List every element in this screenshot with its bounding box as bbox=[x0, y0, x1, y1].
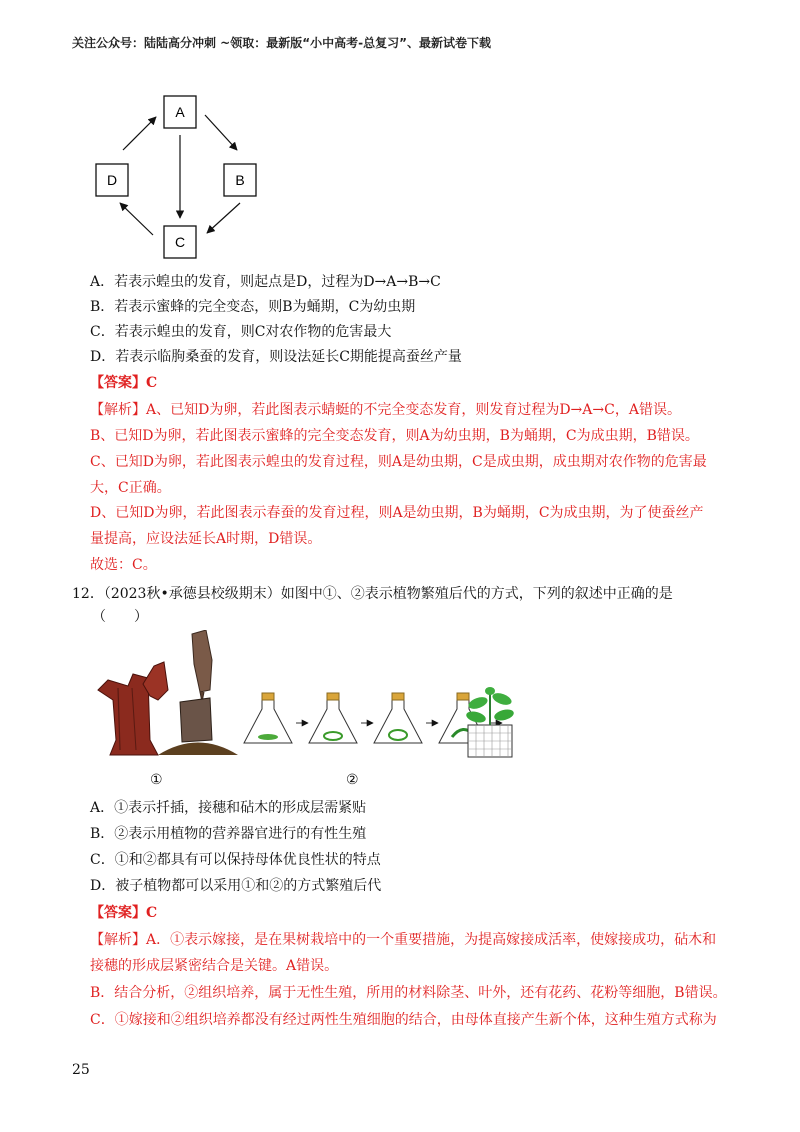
flask bbox=[374, 693, 422, 743]
arrow-c-to-d bbox=[120, 203, 153, 235]
figure-label-1: ① bbox=[150, 772, 163, 788]
q12-blank: （ ） bbox=[92, 609, 148, 625]
q11-option-b: B．若表示蜜蜂的完全变态，则B为蛹期，C为幼虫期 bbox=[90, 299, 416, 315]
q11-analysis-line: 量提高，应设法延长A时期，D错误。 bbox=[90, 531, 322, 547]
arrow-b-to-c bbox=[207, 203, 240, 233]
arrow-a-to-b bbox=[205, 115, 237, 150]
q12-analysis-line: C．①嫁接和②组织培养都没有经过两性生殖细胞的结合，由母体直接产生新个体，这种生殖方式称为 bbox=[90, 1012, 717, 1028]
q12-option-a: A．①表示扦插，接穗和砧木的形成层需紧贴 bbox=[90, 800, 367, 816]
q12-analysis-line: 接穗的形成层紧密结合是关键。A错误。 bbox=[90, 958, 339, 974]
page-number: 25 bbox=[72, 1062, 90, 1078]
q11-conclusion: 故选：C。 bbox=[90, 557, 157, 573]
node-c-label: C bbox=[174, 234, 186, 250]
node-b-label: B bbox=[235, 172, 245, 188]
node-b bbox=[224, 164, 256, 196]
q11-analysis-line: B、已知D为卵，若此图表示蜜蜂的完全变态发育，则A为幼虫期，B为蛹期，C为成虫期，B错误。 bbox=[90, 428, 699, 444]
q11-analysis-line: C、已知D为卵，若此图表示蝗虫的发育过程，则A是幼虫期，C是成虫期，成虫期对农作物的危害最 bbox=[90, 454, 707, 470]
node-c bbox=[164, 226, 196, 258]
q12-stem: 12．（2023秋•承德县校级期末）如图中①、②表示植物繁殖后代的方式，下列的叙述中正确的是 bbox=[72, 586, 673, 602]
q11-analysis-line: 大，C正确。 bbox=[90, 480, 171, 496]
q12-analysis-line: 【解析】A．①表示嫁接，是在果树栽培中的一个重要措施，为提高嫁接成活率，使嫁接成功，砧木和 bbox=[90, 932, 717, 948]
flask bbox=[309, 693, 357, 743]
seedling-pot-illustration bbox=[456, 685, 526, 765]
node-a-label: A bbox=[175, 104, 185, 120]
page-header: 关注公众号：陆陆高分冲刺 ~领取：最新版“小中高考-总复习”、最新试卷下载 bbox=[72, 36, 491, 50]
node-d bbox=[96, 164, 128, 196]
q12-option-d: D．被子植物都可以采用①和②的方式繁殖后代 bbox=[90, 878, 382, 894]
q11-option-d: D．若表示临朐桑蚕的发育，则设法延长C期能提高蚕丝产量 bbox=[90, 349, 462, 365]
q11-analysis-line: D、已知D为卵，若此图表示春蚕的发育过程，则A是幼虫期，B为蛹期，C为成虫期，为了使蚕丝产 bbox=[90, 505, 704, 521]
arrow-d-to-a bbox=[123, 117, 156, 150]
node-d-label: D bbox=[106, 172, 118, 188]
q11-analysis-line: 【解析】A、已知D为卵，若此图表示蜻蜓的不完全变态发育，则发育过程为D→A→C，A错误。 bbox=[90, 402, 681, 418]
flask bbox=[244, 693, 292, 743]
q12-option-c: C．①和②都具有可以保持母体优良性状的特点 bbox=[90, 852, 381, 868]
q12-analysis-line: B．结合分析，②组织培养，属于无性生殖，所用的材料除茎、叶外，还有花药、花粉等细胞，B错误。 bbox=[90, 985, 727, 1001]
life-cycle-diagram bbox=[90, 90, 270, 265]
q11-answer: 【答案】C bbox=[90, 375, 158, 391]
grafting-illustration bbox=[88, 630, 248, 760]
figure-label-2: ② bbox=[346, 772, 359, 788]
q12-answer: 【答案】C bbox=[90, 905, 158, 921]
q11-option-a: A．若表示蝗虫的发育，则起点是D，过程为D→A→B→C bbox=[90, 274, 441, 290]
q12-option-b: B．②表示用植物的营养器官进行的有性生殖 bbox=[90, 826, 367, 842]
node-a bbox=[164, 96, 196, 128]
q11-option-c: C．若表示蝗虫的发育，则C对农作物的危害最大 bbox=[90, 324, 392, 340]
